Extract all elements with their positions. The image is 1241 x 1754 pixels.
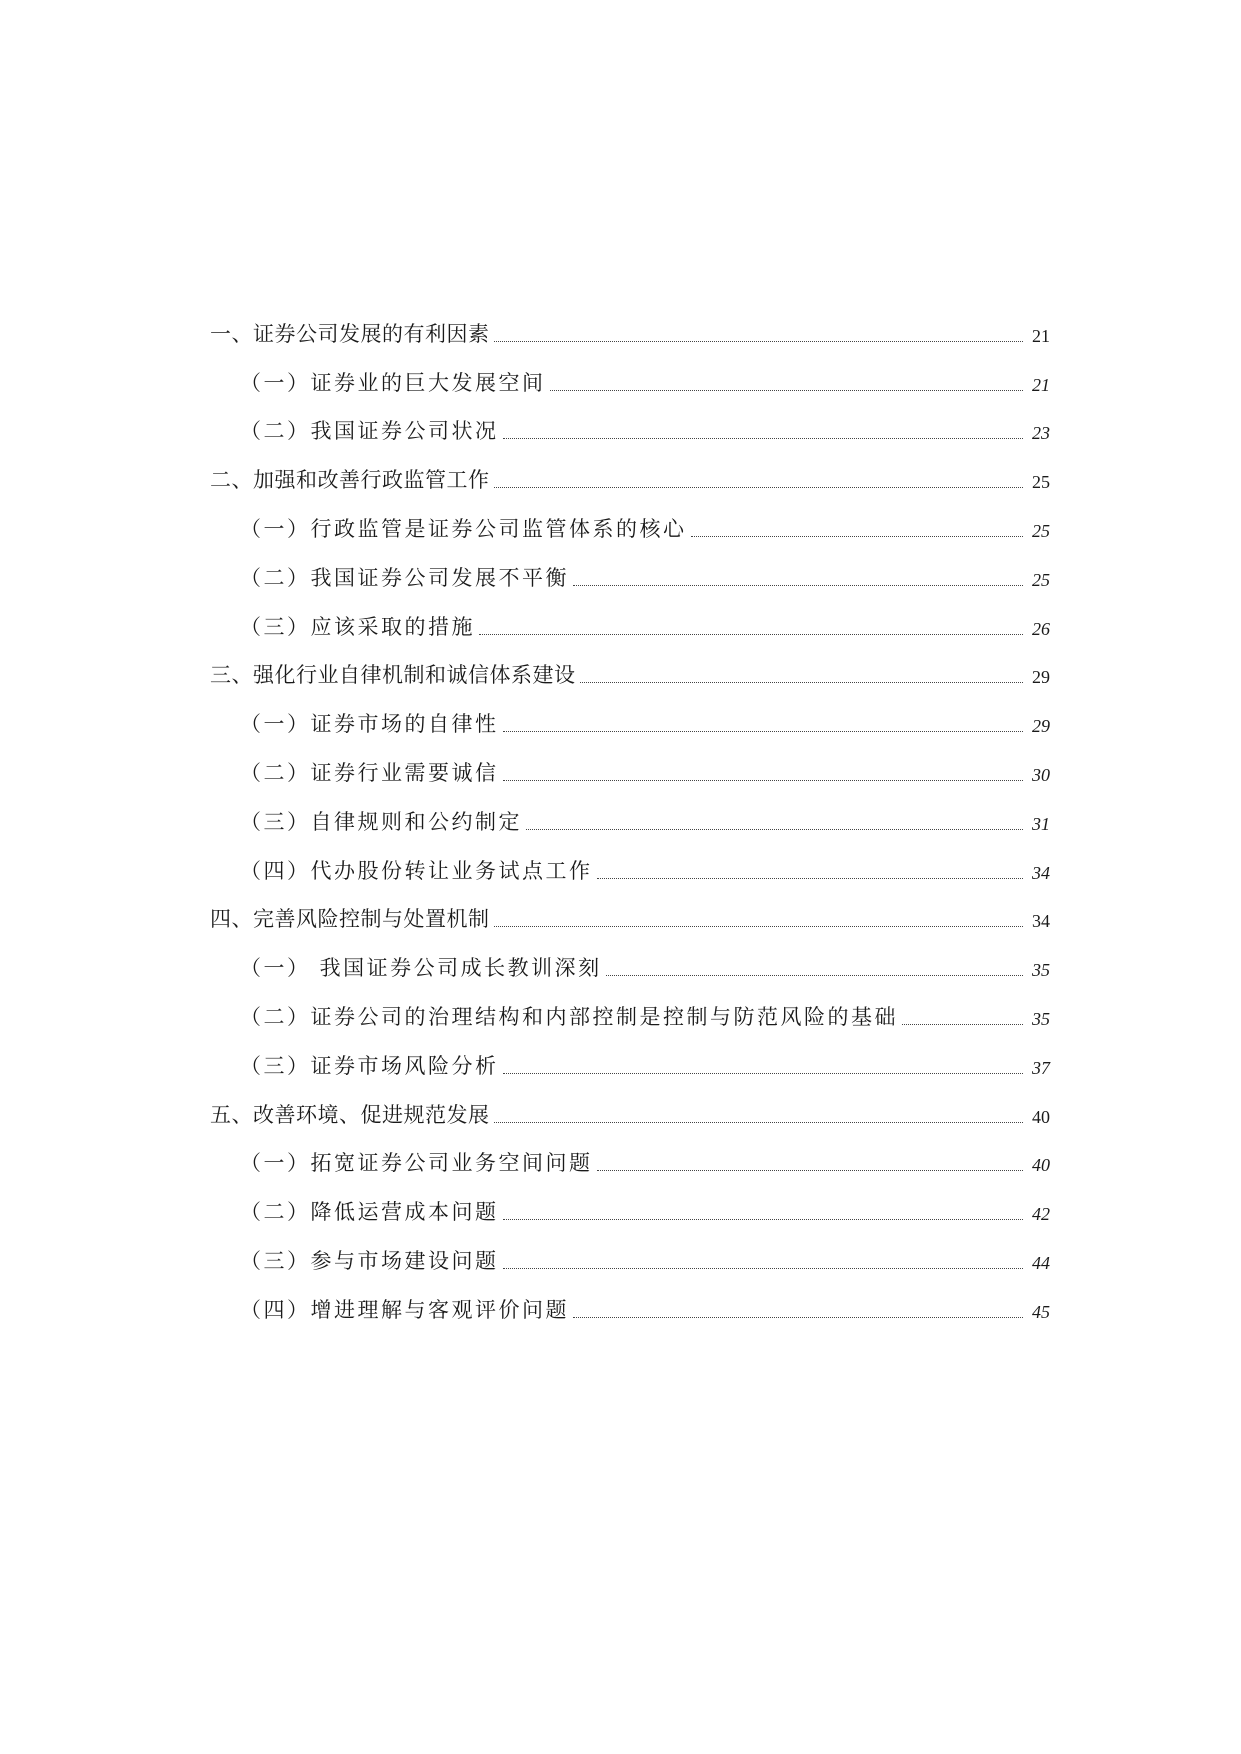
- dot-leader: [503, 438, 1024, 439]
- dot-leader: [902, 1024, 1023, 1025]
- dot-leader: [597, 878, 1024, 879]
- toc-entry-section-3[interactable]: [210, 646, 1050, 695]
- toc-page-number: 23: [1032, 423, 1050, 444]
- toc-page-number: 34: [1032, 911, 1050, 932]
- toc-page-number: 26: [1032, 618, 1050, 639]
- toc-page-number: 21: [1032, 325, 1050, 346]
- toc-entry-title: （二）证券公司的治理结构和内部控制是控制与防范风险的基础: [240, 1004, 898, 1029]
- toc-entry-subsection[interactable]: [210, 792, 1050, 841]
- toc-page-number: 40: [1032, 1106, 1050, 1127]
- toc-page-number: 29: [1032, 716, 1050, 737]
- dot-leader: [503, 1219, 1024, 1220]
- toc-entry-subsection[interactable]: [210, 1231, 1050, 1280]
- toc-entry-title: （一）行政监管是证券公司监管体系的核心: [240, 516, 687, 541]
- toc-entry-subsection[interactable]: [210, 402, 1050, 451]
- toc-entry-title: （三）证券市场风险分析: [240, 1053, 499, 1078]
- toc-entry-subsection[interactable]: [210, 841, 1050, 890]
- toc-entry-subsection[interactable]: [210, 938, 1050, 987]
- dot-leader: [573, 1317, 1023, 1318]
- dot-leader: [526, 829, 1023, 830]
- toc-entry-title: 四、完善风险控制与处置机制: [210, 907, 490, 932]
- toc-entry-subsection[interactable]: [210, 694, 1050, 743]
- toc-entry-subsection[interactable]: [210, 548, 1050, 597]
- dot-leader: [494, 341, 1024, 342]
- dot-leader: [503, 731, 1024, 732]
- dot-leader: [503, 1073, 1024, 1074]
- toc-entry-section-1[interactable]: [210, 304, 1050, 353]
- dot-leader: [503, 1268, 1024, 1269]
- toc-entry-title: （一）证券业的巨大发展空间: [240, 370, 546, 395]
- toc-entry-title: （三）自律规则和公约制定: [240, 809, 522, 834]
- toc-entry-title: （三）参与市场建设问题: [240, 1248, 499, 1273]
- toc-page-number: 25: [1032, 569, 1050, 590]
- toc-entry-subsection[interactable]: [210, 1036, 1050, 1085]
- toc-entry-title: （二）我国证券公司发展不平衡: [240, 565, 569, 590]
- toc-page-number: 44: [1032, 1252, 1050, 1273]
- dot-leader: [550, 390, 1024, 391]
- toc-entry-subsection[interactable]: [210, 1280, 1050, 1329]
- toc-entry-title: （四）增进理解与客观评价问题: [240, 1297, 569, 1322]
- toc-page-number: 25: [1032, 472, 1050, 493]
- toc-entry-title: （一）证券市场的自律性: [240, 712, 499, 737]
- toc-page-number: 37: [1032, 1057, 1050, 1078]
- toc-page-number: 34: [1032, 862, 1050, 883]
- toc-entry-section-2[interactable]: [210, 450, 1050, 499]
- toc-page-number: 35: [1032, 1008, 1050, 1029]
- toc-entry-subsection[interactable]: [210, 743, 1050, 792]
- toc-entry-subsection[interactable]: [210, 499, 1050, 548]
- toc-entry-title: （一）拓宽证券公司业务空间问题: [240, 1151, 593, 1176]
- toc-page-number: 42: [1032, 1204, 1050, 1225]
- toc-entry-section-4[interactable]: [210, 890, 1050, 939]
- toc-entry-title: （二）降低运营成本问题: [240, 1200, 499, 1225]
- toc-entry-subsection[interactable]: [210, 597, 1050, 646]
- toc-page-number: 25: [1032, 520, 1050, 541]
- toc-entry-section-5[interactable]: [210, 1085, 1050, 1134]
- toc-entry-subsection[interactable]: [210, 987, 1050, 1036]
- table-of-contents: [210, 304, 1050, 1329]
- toc-entry-title: （二）证券行业需要诚信: [240, 760, 499, 785]
- toc-entry-title: 三、强化行业自律机制和诚信体系建设: [210, 663, 576, 688]
- toc-page-number: 29: [1032, 667, 1050, 688]
- dot-leader: [573, 585, 1023, 586]
- dot-leader: [503, 780, 1024, 781]
- toc-page-number: 30: [1032, 764, 1050, 785]
- toc-page-number: 40: [1032, 1155, 1050, 1176]
- toc-page-number: 45: [1032, 1301, 1050, 1322]
- dot-leader: [494, 487, 1024, 488]
- dot-leader: [494, 926, 1024, 927]
- toc-entry-subsection[interactable]: [210, 1134, 1050, 1183]
- toc-entry-title: 二、加强和改善行政监管工作: [210, 468, 490, 493]
- toc-entry-subsection[interactable]: [210, 353, 1050, 402]
- dot-leader: [597, 1170, 1024, 1171]
- toc-entry-title: （四）代办股份转让业务试点工作: [240, 858, 593, 883]
- toc-entry-subsection[interactable]: [210, 1182, 1050, 1231]
- dot-leader: [479, 634, 1023, 635]
- toc-entry-title: 一、证券公司发展的有利因素: [210, 321, 490, 346]
- dot-leader: [691, 536, 1024, 537]
- toc-entry-title: 五、改善环境、促进规范发展: [210, 1102, 490, 1127]
- toc-page-number: 21: [1032, 374, 1050, 395]
- dot-leader: [494, 1122, 1024, 1123]
- dot-leader: [580, 682, 1024, 683]
- toc-entry-title: （一） 我国证券公司成长教训深刻: [240, 956, 602, 981]
- toc-entry-title: （二）我国证券公司状况: [240, 419, 499, 444]
- toc-page-number: 31: [1032, 813, 1050, 834]
- dot-leader: [606, 975, 1023, 976]
- toc-entry-title: （三）应该采取的措施: [240, 614, 475, 639]
- toc-page-number: 35: [1032, 960, 1050, 981]
